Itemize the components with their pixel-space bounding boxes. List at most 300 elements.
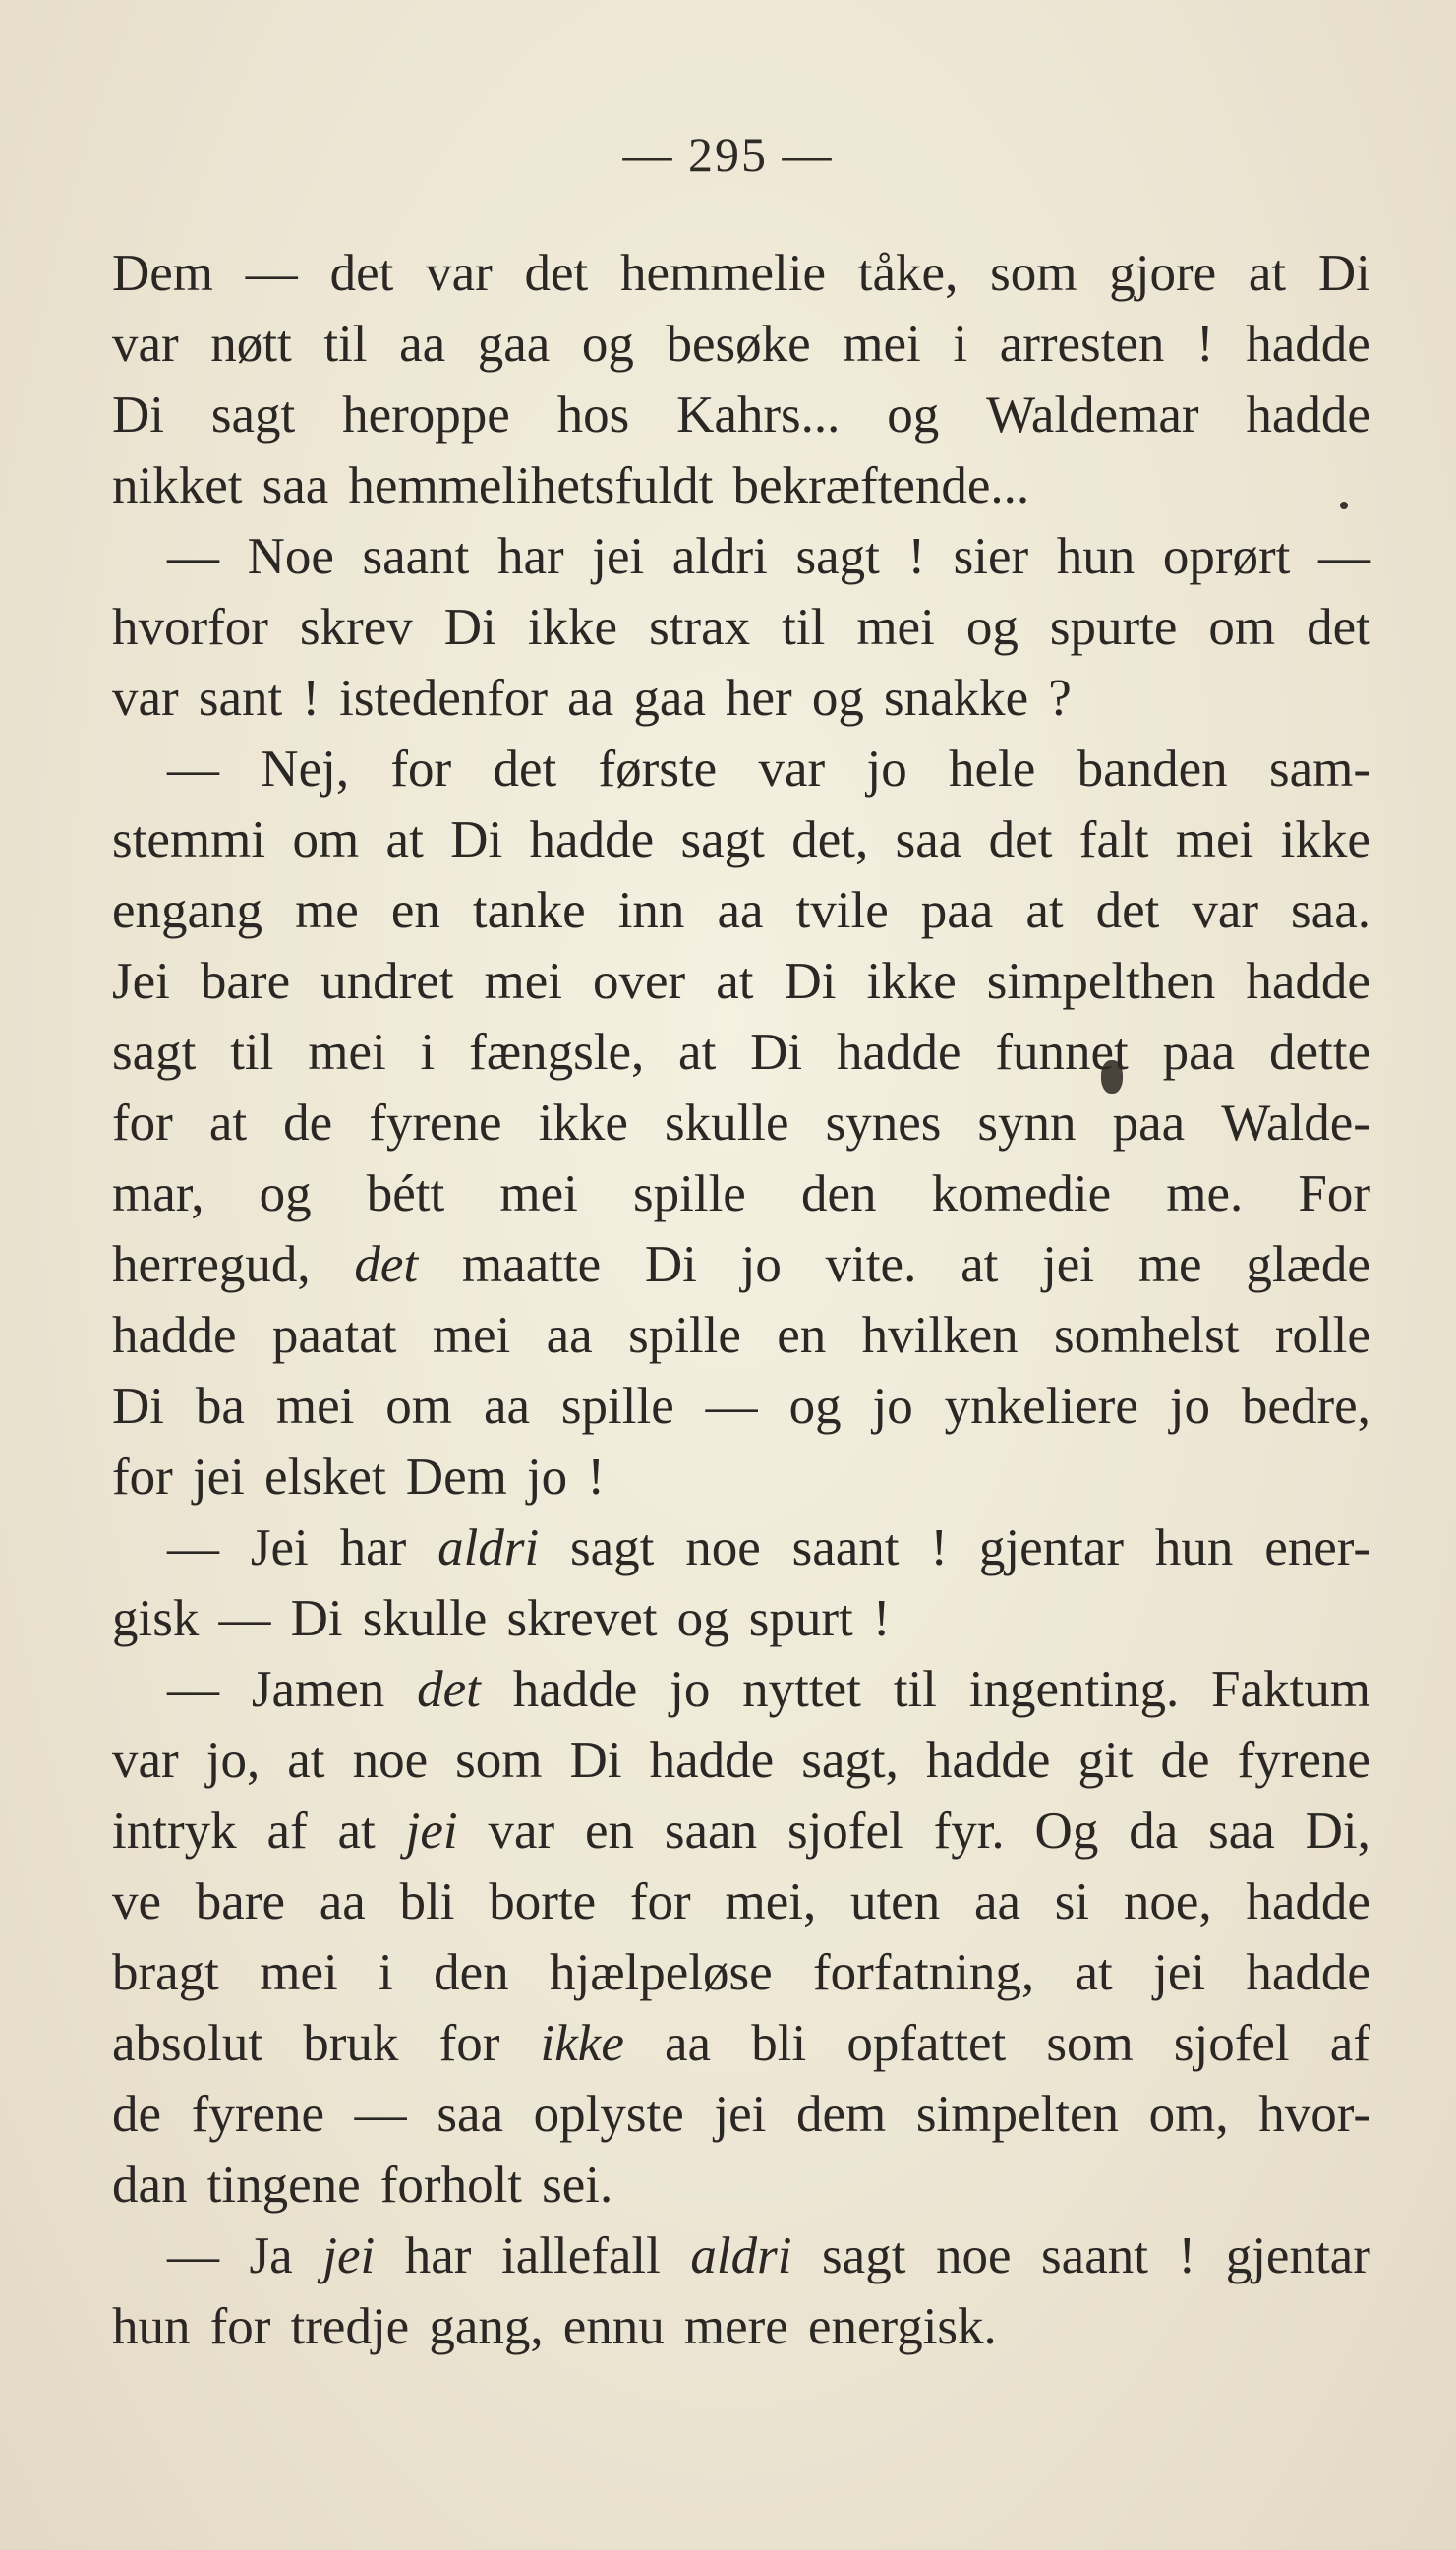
word: var [426, 245, 493, 302]
word: Walde- [1221, 1095, 1370, 1152]
word: saa [437, 2086, 503, 2143]
word: de [283, 1095, 333, 1152]
word: over [593, 953, 686, 1010]
word: opfattet [846, 2015, 1007, 2072]
word: sjofel [786, 1803, 903, 1860]
text-line [112, 1937, 1370, 2008]
word: det [493, 741, 557, 798]
word: spille [628, 1307, 741, 1364]
word: til [782, 599, 826, 656]
word: spille [560, 1378, 674, 1435]
text-line [112, 450, 1370, 521]
text-line [112, 946, 1370, 1017]
word: bare [195, 1873, 285, 1930]
word: gaa [477, 316, 551, 373]
word: for [390, 741, 452, 798]
word: paa [1162, 1024, 1236, 1081]
word: en [585, 1803, 635, 1860]
text-line [112, 1512, 1370, 1583]
text-line [112, 521, 1370, 592]
word: ennu [562, 2298, 665, 2355]
word: fængsle, [469, 1024, 645, 1081]
word: nikket [112, 457, 243, 514]
word: sagt [210, 386, 296, 444]
word: Waldemar [986, 386, 1199, 444]
word: Dem [112, 245, 214, 302]
word: hadde [1246, 386, 1370, 444]
word: elsket [264, 1449, 386, 1506]
text-line [112, 875, 1370, 946]
word: mar, [112, 1165, 204, 1222]
word: sier [953, 528, 1029, 585]
word: som [1046, 2015, 1134, 2072]
word: nøtt [210, 316, 292, 373]
word: har [404, 2227, 472, 2284]
word: at [678, 1024, 717, 1081]
word: aa [973, 1873, 1021, 1930]
word: git [1077, 1732, 1134, 1789]
word: og [259, 1165, 312, 1222]
word: og [887, 386, 940, 444]
word: aa [665, 2015, 712, 2072]
word: intryk [112, 1803, 237, 1860]
word: til [323, 316, 368, 373]
word: spille [633, 1165, 746, 1222]
word: dette [1268, 1024, 1370, 1081]
word: det [524, 245, 589, 302]
word: ! [930, 1519, 949, 1576]
word: at [1075, 1944, 1113, 2001]
word: herregud, [112, 1236, 311, 1293]
word: at [208, 1095, 248, 1152]
word: det [417, 1661, 481, 1718]
text-line [112, 1229, 1370, 1300]
word: somhelst [1054, 1307, 1240, 1364]
word: energisk. [807, 2298, 997, 2355]
word: — [167, 741, 219, 798]
word: tredje [290, 2298, 410, 2355]
word: om [292, 811, 360, 868]
text-line [112, 2291, 1370, 2362]
word: gang, [429, 2298, 544, 2355]
word: bruk [303, 2015, 399, 2072]
word: hun [1056, 528, 1136, 585]
word: i [953, 316, 968, 373]
word: hemmelihetsfuldt [348, 457, 714, 514]
word: ikke [527, 599, 618, 656]
word: noe [352, 1732, 429, 1789]
word: Di [569, 1732, 622, 1789]
word: ! [587, 1449, 605, 1506]
word: tvile [795, 882, 889, 939]
word: var [112, 316, 179, 373]
word: jo [526, 1449, 568, 1506]
word: Faktum [1211, 1661, 1370, 1718]
word: jei [1042, 1236, 1095, 1293]
word: borte [489, 1873, 597, 1930]
word: For [1298, 1165, 1370, 1222]
word: af [266, 1803, 308, 1860]
word: sjofel [1173, 2015, 1290, 2072]
word: det [354, 1236, 419, 1293]
word: Di [450, 811, 503, 868]
word: Di, [1305, 1803, 1370, 1860]
word: ikke [1280, 811, 1370, 868]
word: saa [262, 457, 329, 514]
word: saan [664, 1803, 758, 1860]
word: her [726, 670, 792, 727]
word: hadde [1246, 953, 1370, 1010]
word: jo [872, 1378, 913, 1435]
word: ener- [1264, 1519, 1370, 1576]
word: den [800, 1165, 877, 1222]
word: skrevet [506, 1590, 658, 1647]
word: var [112, 1732, 179, 1789]
word: paatat [271, 1307, 397, 1364]
word: dan [112, 2157, 188, 2214]
word: bragt [112, 1944, 219, 2001]
word: falt [1078, 811, 1149, 868]
word: Di [112, 386, 164, 444]
word: var [112, 670, 179, 727]
word: har [339, 1519, 407, 1576]
text-line [112, 734, 1370, 804]
text-line [112, 2150, 1370, 2221]
word: aa [567, 670, 614, 727]
word: skulle [664, 1095, 789, 1152]
word: var [1192, 882, 1259, 939]
word: gaa [633, 670, 706, 727]
word: tanke [472, 882, 586, 939]
word: simpelten [915, 2086, 1119, 2143]
word: mei [484, 953, 563, 1010]
word: — [245, 245, 298, 302]
word: saa. [1291, 882, 1370, 939]
word: hos [556, 386, 630, 444]
word: aa [483, 1378, 530, 1435]
word: fyrene [1237, 1732, 1370, 1789]
word: undret [320, 953, 454, 1010]
word: saa [1208, 1803, 1275, 1860]
word: snakke [883, 670, 1029, 727]
page-number: — 295 — [622, 127, 834, 182]
word: funnet [995, 1024, 1129, 1081]
word: jo [740, 1236, 782, 1293]
word: nyttet [742, 1661, 861, 1718]
word: arresten [999, 316, 1165, 373]
word: vite. [825, 1236, 917, 1293]
text-line [112, 1583, 1370, 1654]
word: at [961, 1236, 999, 1293]
word: jo [670, 1661, 711, 1718]
word: da [1129, 1803, 1179, 1860]
word: hvorfor [112, 599, 268, 656]
word: besøke [666, 316, 811, 373]
word: var [488, 1803, 555, 1860]
word: paa [920, 882, 994, 939]
word: ! [1196, 316, 1214, 373]
word: hadde [1246, 1873, 1370, 1930]
word: jei [405, 1803, 458, 1860]
word: jo [1169, 1378, 1210, 1435]
text-line [112, 1867, 1370, 1937]
word: at [337, 1803, 376, 1860]
word: synn [977, 1095, 1077, 1152]
word: Di [443, 599, 496, 656]
word: — [167, 1519, 219, 1576]
word: Noe [247, 528, 334, 585]
word: iallefall [501, 2227, 661, 2284]
word: ! [872, 1590, 891, 1647]
word: aldri [437, 1519, 540, 1576]
word: som [990, 245, 1077, 302]
word: om [385, 1378, 453, 1435]
word: hvilken [861, 1307, 1019, 1364]
word: sagt [680, 811, 765, 868]
word: ikke [538, 1095, 628, 1152]
word: skulle [362, 1590, 488, 1647]
word: hadde [512, 1661, 638, 1718]
word: saa [895, 811, 962, 868]
word: ingenting. [968, 1661, 1180, 1718]
text-line [112, 1796, 1370, 1867]
word: aa [319, 1873, 366, 1930]
word: sam- [1268, 741, 1370, 798]
word: hun [1154, 1519, 1234, 1576]
word: af [1329, 2015, 1370, 2072]
word: mei [499, 1165, 578, 1222]
word: hadde [1246, 316, 1370, 373]
word: sagt [570, 1519, 655, 1576]
word: og [676, 1590, 729, 1647]
text-line [112, 1300, 1370, 1371]
word: — [167, 2227, 219, 2284]
word: saant [1041, 2227, 1148, 2284]
word: at [287, 1732, 325, 1789]
word: simpelthen [986, 953, 1216, 1010]
word: og [581, 316, 634, 373]
word: me. [1166, 1165, 1244, 1222]
word: forholt [379, 2157, 523, 2214]
word: jei [192, 1449, 245, 1506]
text-line [112, 309, 1370, 380]
word: mei [275, 1378, 355, 1435]
word: første [598, 741, 718, 798]
word: til [230, 1024, 274, 1081]
word: saant [791, 1519, 900, 1576]
word: Di [750, 1024, 803, 1081]
word: hele [949, 741, 1036, 798]
text-line [112, 1088, 1370, 1158]
word: ! [1178, 2227, 1196, 2284]
text-line [112, 1654, 1370, 1725]
word: det [329, 245, 394, 302]
word: sagt [822, 2227, 906, 2284]
word: banden [1077, 741, 1228, 798]
word: mei [1175, 811, 1254, 868]
word: hvor- [1258, 2086, 1370, 2143]
word: jei [322, 2227, 376, 2284]
word: i [379, 1944, 393, 2001]
text-line [112, 1725, 1370, 1796]
text-line [112, 2008, 1370, 2079]
word: om, [1148, 2086, 1229, 2143]
word: det [988, 811, 1053, 868]
word: og [788, 1378, 842, 1435]
word: jei [714, 2086, 767, 2143]
word: — [218, 1590, 271, 1647]
word: ! [302, 670, 320, 727]
word: Di [290, 1590, 343, 1647]
text-line [112, 1442, 1370, 1512]
word: gjentar [978, 1519, 1125, 1576]
word: for [112, 1449, 173, 1506]
text-line [112, 592, 1370, 663]
word: dem [796, 2086, 887, 2143]
word: — [167, 1661, 219, 1718]
word: de [1160, 1732, 1210, 1789]
text-line [112, 1017, 1370, 1088]
word: Di [112, 1378, 164, 1435]
word: Jei [250, 1519, 309, 1576]
word: tåke, [857, 245, 959, 302]
word: Di [784, 953, 837, 1010]
text-line [112, 380, 1370, 450]
word: strax [649, 599, 751, 656]
word: hemmelie [620, 245, 827, 302]
word: — [354, 2086, 407, 2143]
word: hun [112, 2298, 191, 2355]
word: ikke [866, 953, 957, 1010]
word: synes [825, 1095, 942, 1152]
word: bli [399, 1873, 455, 1930]
text-line [112, 1158, 1370, 1229]
word: mei [308, 1024, 386, 1081]
word: for [112, 1095, 173, 1152]
word: for [629, 1873, 691, 1930]
word: oplyste [533, 2086, 684, 2143]
word: og [965, 599, 1019, 656]
word: me [1137, 1236, 1202, 1293]
word: Di [644, 1236, 697, 1293]
word: jo, [205, 1732, 261, 1789]
word: at [716, 953, 754, 1010]
word: de [112, 2086, 162, 2143]
word: gjentar [1225, 2227, 1370, 2284]
word: som [455, 1732, 543, 1789]
word: hadde [925, 1732, 1051, 1789]
word: paa [1112, 1095, 1186, 1152]
word: at [1248, 245, 1287, 302]
word: det [1307, 599, 1370, 656]
text-line [112, 2079, 1370, 2150]
word: til [893, 1661, 937, 1718]
word: fyrene [191, 2086, 325, 2143]
word: sei. [542, 2157, 613, 2214]
word: bare [200, 953, 291, 1010]
word: — [167, 528, 219, 585]
word: saant [362, 528, 470, 585]
word: mei [260, 1944, 338, 2001]
word: si [1054, 1873, 1090, 1930]
word: det, [791, 811, 869, 868]
word: Nej, [261, 741, 350, 798]
word: hadde [112, 1307, 237, 1364]
word: det [1095, 882, 1160, 939]
word: me [295, 882, 359, 939]
word: noe [685, 1519, 761, 1576]
word: for [209, 2298, 271, 2355]
word: gjore [1109, 245, 1217, 302]
word: bedre, [1241, 1378, 1370, 1435]
body-text [112, 238, 1370, 2362]
word: maatte [461, 1236, 602, 1293]
word: gisk [112, 1590, 200, 1647]
word: ba [195, 1378, 245, 1435]
word: Jamen [251, 1661, 385, 1718]
word: sagt, [801, 1732, 899, 1789]
word: spurt [748, 1590, 853, 1647]
word: hadde [649, 1732, 775, 1789]
word: jei [592, 528, 645, 585]
word: mere [683, 2298, 788, 2355]
word: hadde [1246, 1944, 1370, 2001]
word: sagt [795, 528, 880, 585]
word: noe [935, 2227, 1012, 2284]
word: aa [717, 882, 764, 939]
word: noe, [1123, 1873, 1212, 1930]
word: bekræftende... [732, 457, 1030, 514]
word: komedie [931, 1165, 1112, 1222]
word: jo [866, 741, 907, 798]
text-line [112, 238, 1370, 309]
word: skrev [299, 599, 413, 656]
word: den [434, 1944, 509, 2001]
word: ynkeliere [944, 1378, 1138, 1435]
word: Ja [249, 2227, 293, 2284]
word: om [1208, 599, 1276, 656]
word: mei [856, 599, 935, 656]
word: — [705, 1378, 758, 1435]
word: en [390, 882, 440, 939]
word: bli [751, 2015, 807, 2072]
word: for [438, 2015, 500, 2072]
word: glæde [1246, 1236, 1370, 1293]
word: inn [617, 882, 685, 939]
word: bétt [366, 1165, 445, 1222]
word: heroppe [342, 386, 510, 444]
word: tingene [206, 2157, 361, 2214]
word: Kahrs... [676, 386, 841, 444]
word: aa [546, 1307, 593, 1364]
word: ? [1048, 670, 1072, 727]
word: stemmi [112, 811, 266, 868]
word: Jei [112, 953, 170, 1010]
word: rolle [1274, 1307, 1370, 1364]
word: hadde [836, 1024, 961, 1081]
word: mei [843, 316, 921, 373]
word: mei, [725, 1873, 817, 1930]
word: var [758, 741, 826, 798]
word: ! [907, 528, 926, 585]
word: aldri [671, 528, 768, 585]
word: ikke [540, 2015, 624, 2072]
word: spurte [1049, 599, 1178, 656]
word: forfatning, [813, 1944, 1035, 2001]
word: fyr. [933, 1803, 1005, 1860]
word: mei [432, 1307, 511, 1364]
word: Dem [405, 1449, 507, 1506]
